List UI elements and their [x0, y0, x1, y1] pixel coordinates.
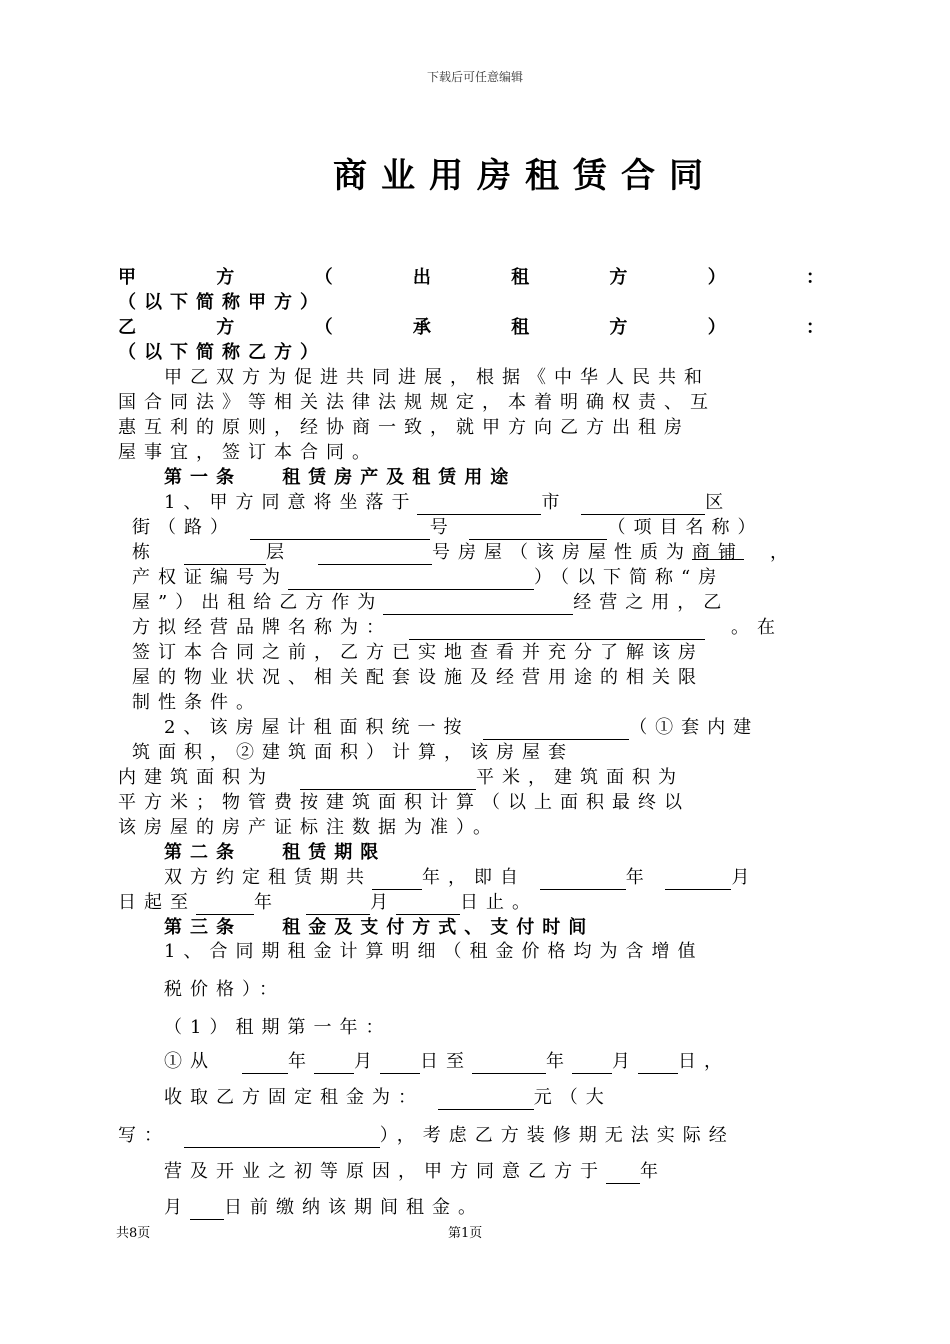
blank-field[interactable] — [242, 1053, 288, 1074]
blank-field[interactable] — [184, 544, 266, 565]
art2-line: 日起至 年 月 日止。 — [118, 892, 538, 913]
page-number: 第1页 — [448, 1226, 483, 1241]
article-2-heading: 第二条 租赁期限 — [164, 842, 387, 863]
page-header: 下载后可任意编辑 — [426, 70, 523, 84]
blank-field[interactable] — [396, 894, 460, 915]
art1-line: 筑面积，②建筑面积）计算，该房屋套 — [132, 742, 574, 763]
preamble-line: 国合同法》等相关法律法规规定，本着明确权责、互 — [118, 392, 716, 413]
party-a-line: 甲 方 （ 出 租 方 ） ： — [118, 267, 824, 288]
document-title: 商业用房租赁合同 — [333, 156, 717, 196]
art1-line: 制性条件。 — [132, 692, 262, 713]
art3-line: 营及开业之初等原因，甲方同意乙方于 年 — [164, 1161, 666, 1182]
party-b-note: （以下简称乙方） — [118, 342, 326, 363]
art1-line: 该房屋的房产证标注数据为准）。 — [118, 817, 499, 838]
art3-line: 收取乙方固定租金为： 元（大 — [164, 1087, 612, 1108]
blank-field[interactable] — [417, 494, 541, 515]
preamble-line: 惠互利的原则，经协商一致，就甲方向乙方出租房 — [118, 417, 690, 438]
art3-line: 写： ），考虑乙方装修期无法实际经 — [118, 1125, 735, 1146]
blank-field[interactable] — [383, 594, 573, 615]
art1-line: 平方米；物管费按建筑面积计算（以上面积最终以 — [118, 792, 690, 813]
art3-line: （1）租期第一年： — [164, 1017, 392, 1038]
art2-line: 双方约定租赁期共 年，即自 年 月 — [164, 867, 758, 888]
blank-field[interactable] — [483, 719, 629, 740]
art1-line: 屋的物业状况、相关配套设施及经营用途的相关限 — [132, 667, 704, 688]
blank-field[interactable] — [190, 1199, 224, 1220]
art1-line: 街（路） 号 （项目名称） — [132, 517, 764, 538]
blank-field[interactable] — [606, 1163, 640, 1184]
art1-line: 方拟经营品牌名称为： 。在 — [132, 617, 783, 638]
art3-line: 月 日前缴纳该期间租金。 — [164, 1197, 484, 1218]
art1-line: 栋 层 号房屋（该房屋性质为商铺 ， — [132, 542, 796, 563]
blank-field[interactable] — [250, 519, 430, 540]
blank-field[interactable] — [438, 1089, 534, 1110]
art1-line: 产权证编号为 ）（以下简称“房 — [132, 567, 725, 588]
art1-line: 内建筑面积为 平米，建筑面积为 — [118, 767, 684, 788]
page-total: 共8页 — [116, 1226, 151, 1241]
article-1-heading: 第一条 租赁房产及租赁用途 — [164, 467, 517, 488]
blank-field[interactable] — [638, 1053, 678, 1074]
blank-field[interactable] — [581, 494, 705, 515]
art1-line: 2、该房屋计租面积统一按 （①套内建 — [164, 717, 760, 738]
art3-line: ①从 年 月 日至 年 月 日， — [164, 1051, 730, 1072]
blank-field[interactable] — [540, 869, 626, 890]
art1-line: 屋”）出租给乙方作为 经营之用，乙 — [132, 592, 730, 613]
party-b-line: 乙 方 （ 承 租 方 ） ： — [118, 317, 824, 338]
art1-line: 签订本合同之前，乙方已实地查看并充分了解该房 — [132, 642, 704, 663]
blank-field[interactable] — [318, 544, 432, 565]
blank-field[interactable] — [380, 1053, 420, 1074]
art1-line: 1、甲方同意将坐落于 市 区 — [164, 492, 732, 513]
preamble-line: 甲乙双方为促进共同进展，根据《中华人民共和 — [164, 367, 710, 388]
blank-field[interactable] — [472, 1053, 546, 1074]
blank-field[interactable] — [196, 894, 254, 915]
blank-field[interactable] — [469, 519, 607, 540]
blank-field[interactable] — [314, 1053, 354, 1074]
blank-field[interactable] — [665, 869, 731, 890]
art3-line: 税价格）： — [164, 979, 285, 1000]
art3-line: 1、合同期租金计算明细（租金价格均为含增值 — [164, 941, 704, 962]
article-3-heading: 第三条 租金及支付方式、支付时间 — [164, 917, 595, 938]
blank-field[interactable] — [409, 619, 705, 640]
blank-field[interactable] — [300, 769, 476, 790]
blank-field[interactable] — [288, 569, 534, 590]
blank-field[interactable] — [572, 1053, 612, 1074]
blank-field[interactable] — [306, 894, 370, 915]
blank-field[interactable] — [372, 869, 422, 890]
blank-field[interactable] — [184, 1127, 380, 1148]
party-a-note: （以下简称甲方） — [118, 292, 326, 313]
preamble-line: 屋事宜，签订本合同。 — [118, 442, 378, 463]
